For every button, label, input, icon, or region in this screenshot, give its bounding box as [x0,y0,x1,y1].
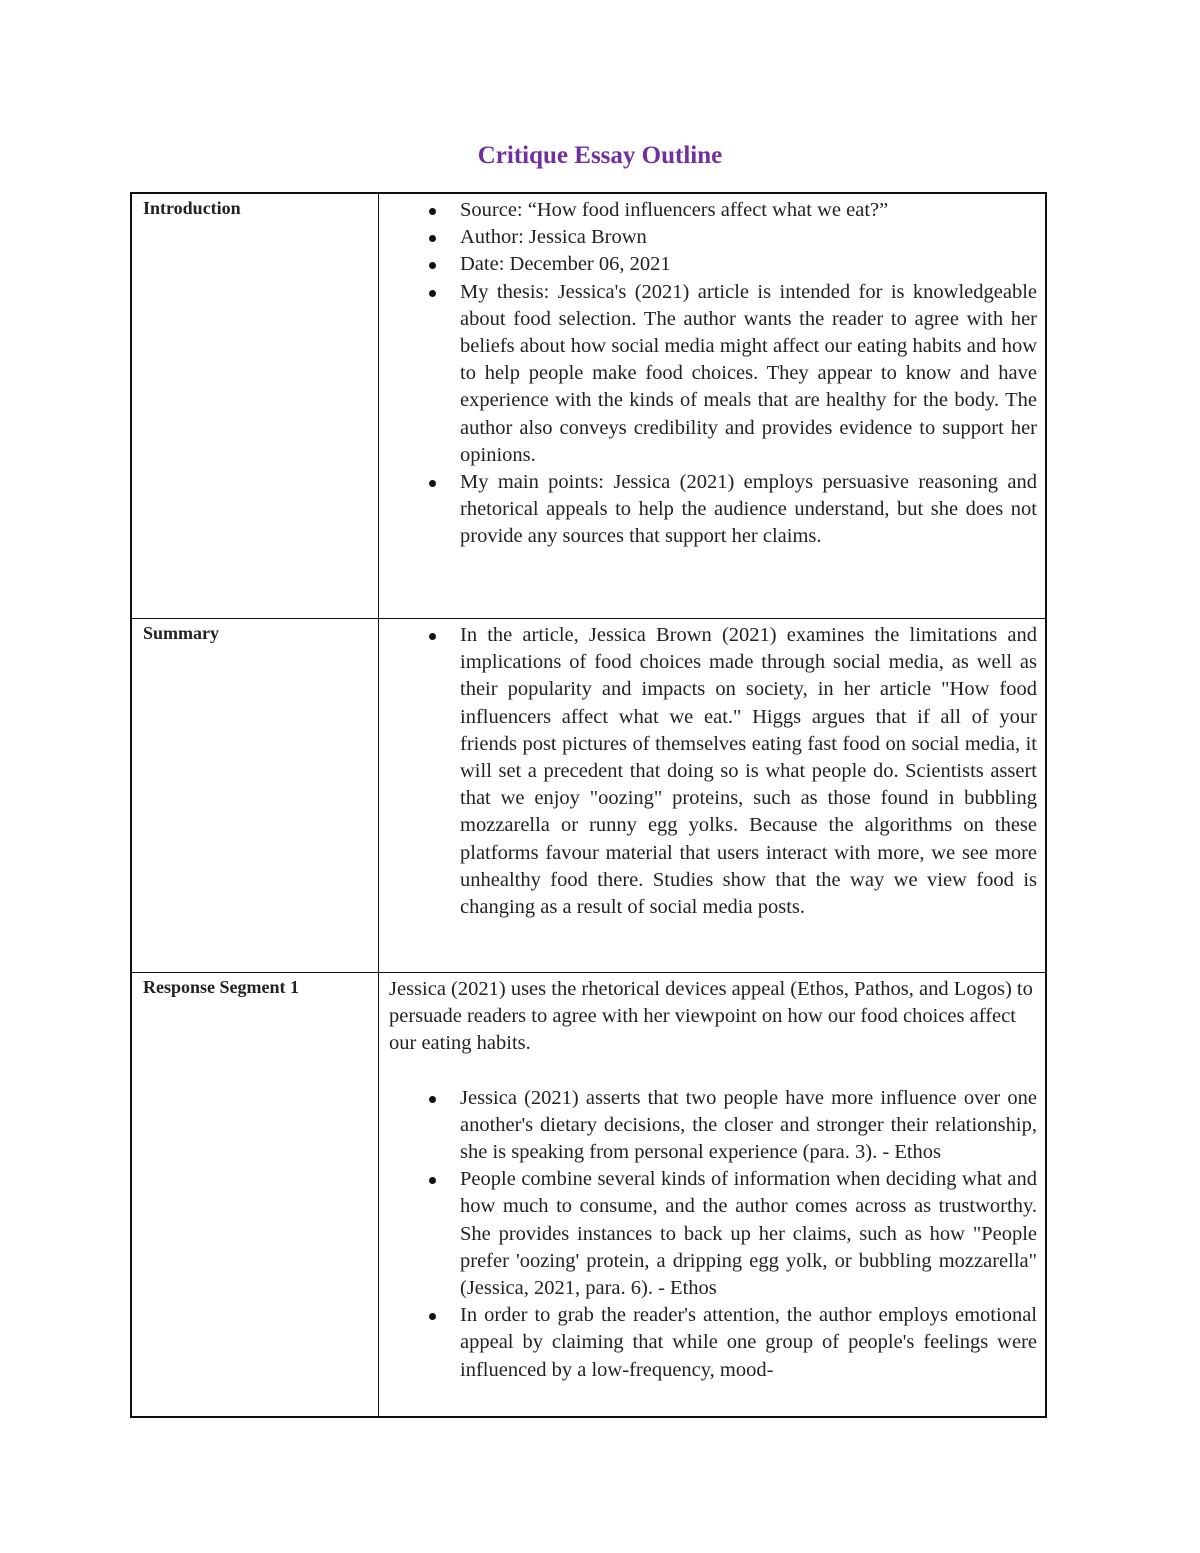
table-row-introduction [131,193,1046,619]
response-intro-text: Jessica (2021) uses the rhetorical devices appeal (Ethos, Pathos, and Logos) to persuade readers to agree with her viewpoint on how our food choices affect our eating habits. [389,978,1033,1055]
bullet-text: My main points: Jessica (2021) employs persuasive reasoning and rhetorical appeals to help the audience understand, but she does not provide any sources that support her claims. [460,471,1037,548]
bullet-icon [429,633,436,640]
bullet-text: In the article, Jessica Brown (2021) examines the limitations and implications of food choices made through social media, as well as their popularity and impacts on society, in her article "How food influencers affect what we eat." Higgs argues that if all of your friends post pictures of themselves eating fast food on social media, it will set a precedent that doing so is what people do. Scientists assert that we enjoy "oozing" proteins, such as those found in bubbling mozzarella or runny egg yolks. Because the algorithms on these platforms favour material that users interact with more, we see more unhealthy food there. Studies show that the way we view food is changing as a result of social media posts. [460,624,1037,919]
response-segment-1-content [379,973,1047,1418]
bullet-icon [429,480,436,487]
list-item [460,279,1037,469]
bullet-text: My thesis: Jessica's (2021) article is intended for is knowledgeable about food selection. The author wants the reader to agree with her beliefs about how social media might affect our eating habits and how to help people make food choices. They appear to know and have experience with the kinds of meals that are healthy for the body. The author also conveys credibility and provides evidence to support her opinions. [460,280,1037,466]
table-row-summary [131,619,1046,973]
bullet-text: In order to grab the reader's attention, the author employs emotional appeal by claiming that while one group of people's feelings were influenced by a low-frequency, mood- [460,1304,1037,1381]
outline-table [130,192,1047,1418]
list-item [460,1085,1037,1167]
bullet-icon [429,1313,436,1320]
summary-bullets [379,622,1045,921]
list-item [460,622,1037,921]
row-label-summary: Summary [131,619,379,973]
bullet-text: Source: “How food influencers affect what we eat?” [460,199,889,221]
row-label-response-segment-1: Response Segment 1 [131,973,379,1418]
response-segment-1-body [379,976,1045,1412]
table-row-response-segment-1 [131,973,1046,1418]
bullet-text: Jessica (2021) asserts that two people have more influence over one another's dietary decisions, the closer and stronger their relationship, she is speaking from personal experience (para. 3). - Ethos [460,1086,1037,1164]
bullet-text: Date: December 06, 2021 [460,253,671,276]
bullet-icon [429,290,436,297]
list-item [460,469,1037,551]
bullet-icon [429,208,436,215]
introduction-content [379,193,1047,619]
summary-content [379,619,1047,973]
spacer [379,1058,1045,1085]
bullet-icon [429,1177,436,1184]
list-item [460,1166,1037,1302]
bullet-text: People combine several kinds of information when deciding what and how much to consume, and the author comes across as trustworthy. She provides instances to back up her claims, such as how "People prefer 'oozing' protein, a dripping egg yolk, or bubbling mozzarella" (Jessica, 2021, para. 6). - Ethos [460,1168,1037,1300]
bullet-icon [429,1096,436,1103]
row-label-introduction: Introduction [131,193,379,619]
bullet-icon [429,235,436,242]
list-item [460,224,1037,251]
list-item [460,197,1037,224]
page-title: Critique Essay Outline [477,142,723,169]
introduction-bullets [379,197,1045,551]
bullet-text: Author: Jessica Brown [460,226,647,249]
list-item [460,1302,1037,1384]
response-segment-1-bullets [379,1085,1045,1384]
bullet-icon [429,262,436,269]
list-item [460,251,1037,278]
